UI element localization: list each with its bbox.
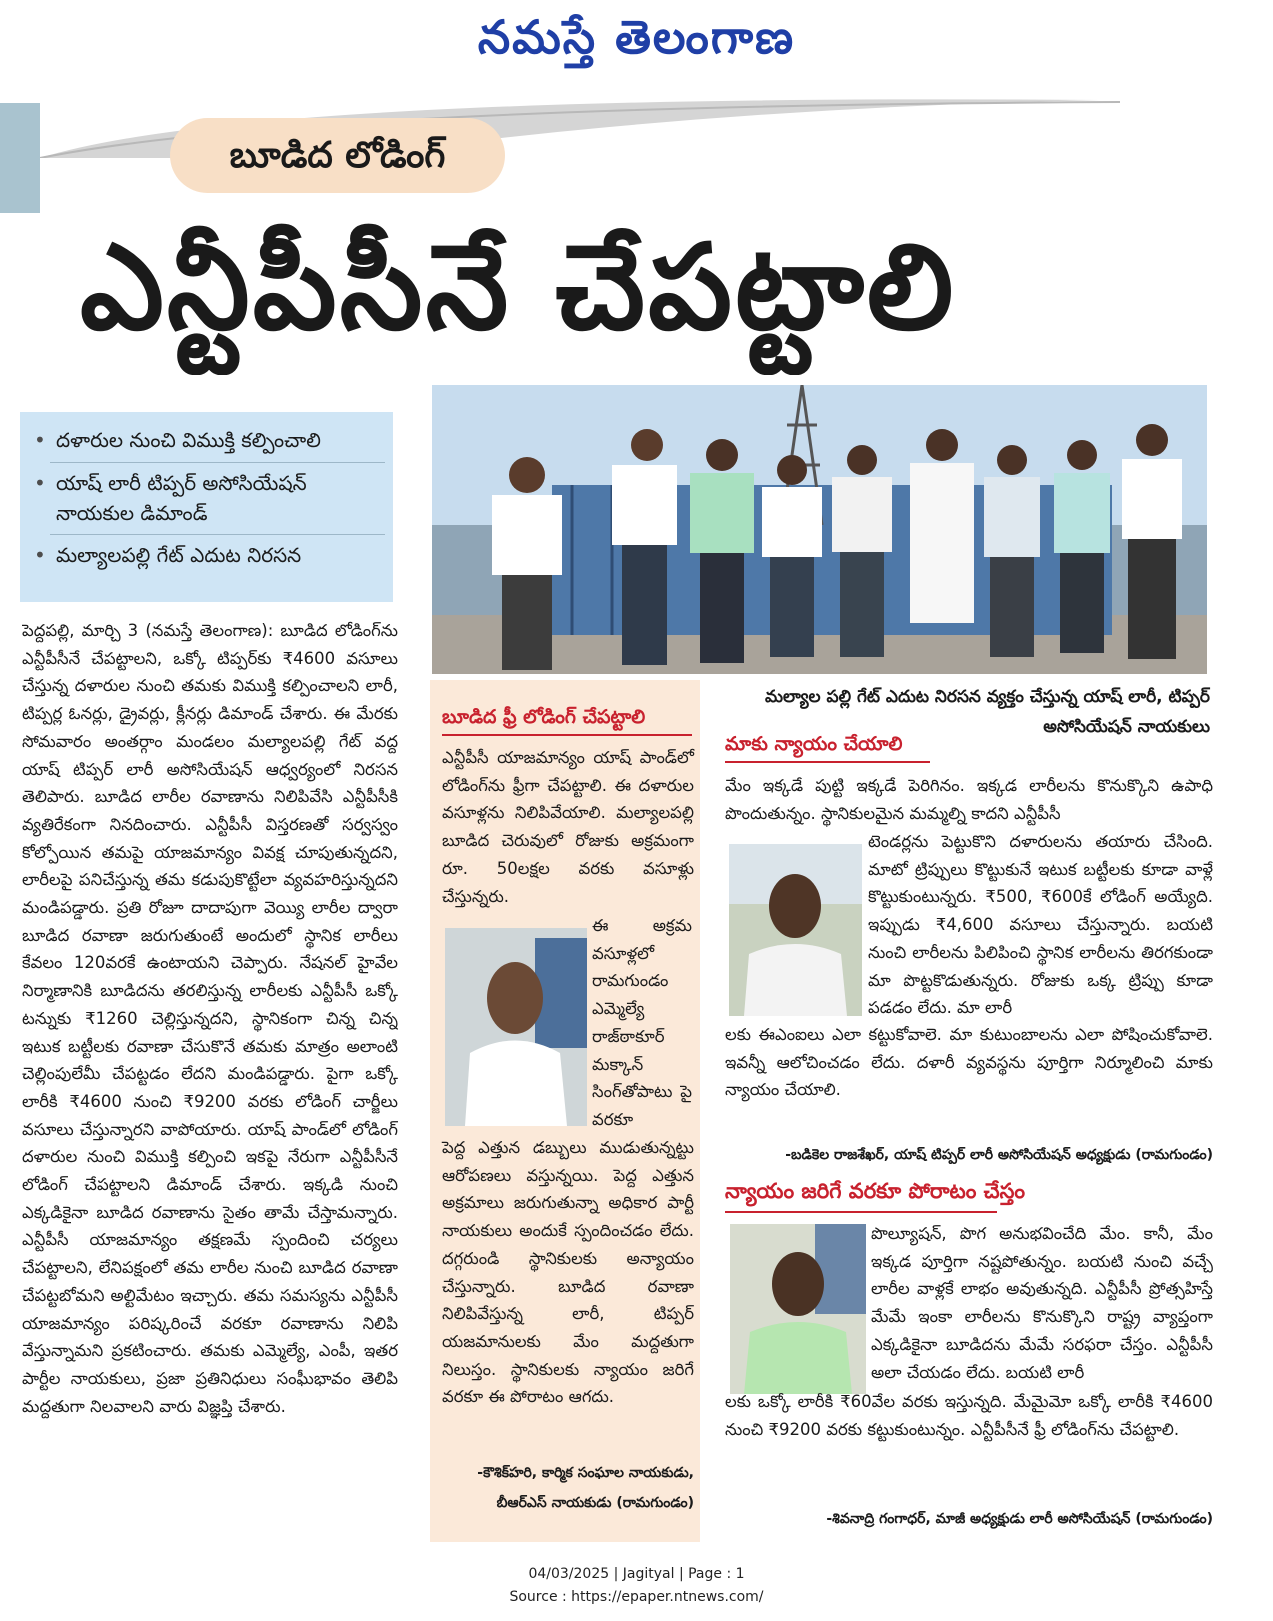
highlight-divider: [50, 534, 385, 535]
sidebar-title: బూడిద ఫ్రీ లోడింగ్ చేపట్టాలి: [442, 706, 646, 728]
photo-caption: మల్యాల పల్లి గేట్ ఎదుట నిరసన వ్యక్తం చేస్తున్న యాష్ లారీ, టిప్పర్ అసోసియేషన్ నాయకులు: [764, 687, 1210, 737]
right-story2-text-side: పొల్యూషన్, పొగ అనుభవించేది మేం. కానీ, మేం ఇక్కడ పూర్తిగా నష్టపోతున్నం. బయటి నుంచి వచ్చే లారీల వాళ్లకే లాభం అవుతున్నది. ఎన్టీపీసీ ప్రోత్సహిస్తే మేమే ఇంకా లారీలను కొనుక్కొని రాష్ట్ర వ్యాప్తంగా ఎక్కడికైనా బూడిదను మేమే సరఫరా చేస్తం. ఎన్టీపీసీ అలా చేయడం లేదు. బయటి లారీ: [871, 1224, 1213, 1382]
right-story2-quote: -శివనాద్రి గంగాధర్, మాజీ అధ్యక్షుడు లారీ అసోసియేషన్ (రామగుండం): [826, 1511, 1213, 1527]
portrait-illustration: [445, 928, 587, 1126]
right-story1-rule: [725, 761, 930, 763]
protest-photo-illustration: [432, 385, 1207, 674]
right-story1-text-side: టెండర్లను పెట్టుకొని దళారులను తయారు చేసింది. మాటో ట్రిప్పులు కొట్టుకునే ఇటుక బట్టీలకు కూడా వాళ్లే కొట్టుకుంటున్నరు. ₹500, ₹600కే లోడింగ్ అయ్యేది. ఇప్పుడు ₹4,600 వసూలు చేస్తున్నారు. బయటి నుంచి లారీలను పిలిపించి స్థానిక లారీలను తిరగకుండా మా పొట్టకొడుతున్నరు. రోజుకు ఒక్క ట్రిప్పు కూడా పడడం లేదు. మా లారీ: [868, 832, 1213, 1018]
sidebar-quote-line2: బీఆర్‌ఎస్ నాయకుడు (రామగుండం): [496, 1495, 694, 1511]
sidebar-text-top: ఎన్టీపీసీ యాజమాన్యం యాష్ పాండ్‌లో లోడింగ్‌ను ఫ్రీగా చేపట్టాలి. ఈ దళారుల వసూళ్లను నిలిపివేయాలి. మల్యాలపల్లి బూడిద చెరువులో రోజుకు అక్రమంగా రూ. 50లక్షల వరకు వసూళ్లు చేస్తున్నరు.: [442, 748, 694, 906]
headline: ఎన్టీపీసీనే చేపట్టాలి: [80, 218, 957, 356]
right-story2-text-bottom: లకు ఒక్కో లారీకి ₹60వేల వరకు ఇస్తున్నది. మేమైమో ఒక్కో లారీకి ₹4600 నుంచి ₹9200 వరకు కట్టుకుంటున్నం. ఎన్టీపీసీనే ఫ్రీ లోడింగ్‌ను చేపట్టాలి.: [725, 1392, 1213, 1439]
protest-photo: [432, 385, 1207, 674]
right-story1-title: మాకు న్యాయం చేయాలి: [725, 733, 903, 755]
right-story1-text-bottom: లకు ఈఎంఐలు ఎలా కట్టుకోవాలె. మా కుటుంబాలను ఎలా పోషించుకోవాలె. ఇవన్నీ ఆలోచించడం లేదు. దళారీ వ్యవస్థను పూర్తిగా నిర్మూలించి మాకు న్యాయం చేయాలి.: [725, 1025, 1213, 1100]
highlight-item: • యాష్ లారీ టిప్పర్ అసోసియేషన్ నాయకుల డిమాండ్: [34, 468, 384, 528]
right-story1-quote: -బడికెల రాజశేఖర్, యాష్ టిప్పర్ లారీ అసోసియేషన్ అధ్యక్షుడు (రామగుండం): [785, 1147, 1213, 1163]
sidebar-text-side: ఈ అక్రమ వసూళ్లలో రామగుండం ఎమ్మెల్యే రాజ్‌ఠాకూర్ మక్కాన్ సింగ్‌తోపాటు పై వరకూ: [592, 916, 692, 1129]
kicker-label: [170, 118, 505, 193]
portrait-illustration: [729, 844, 862, 1016]
main-story-text: పెద్దపల్లి, మార్చి 3 (నమస్తే తెలంగాణ): బూడిద లోడింగ్‌ను ఎన్టీపీసీనే చేపట్టాలని, ఒక్కో టిప్పర్‌కు ₹4600 వసూలు చేస్తున్న దళారుల నుంచి తమకు విముక్తి కల్పించాలని లారీ, టిప్పర్ల ఓనర్లు, డ్రైవర్లు, క్లీనర్లు డిమాండ్ చేశారు. ఈ మేరకు సోమవారం అంతర్గాం మండలం మల్యాలపల్లి గేట్ వద్ద యాష్ టిప్పర్ లారీ అసోసియేషన్ ఆధ్వర్యంలో నిరసన తెలిపారు. బూడిద లారీల రవాణాను నిలిపివేసి ఎన్టీపీసీకి వ్యతిరేకంగా నినదించారు. ఎన్టీపీసీ విస్తరణతో సర్వస్వం కోల్పోయిన తమపై యాజమాన్యం వివక్ష చూపుతున్నదని, లారీలపై పనిచేస్తున్న తమ కడుపుకొట్టేలా వ్యవహరిస్తున్నదని మండిపడ్డారు. ప్రతి రోజూ దాదాపుగా వెయ్యి లారీల ద్వారా బూడిద రవాణా జరుగుతుంటే అందులో స్థానిక లారీలు కేవలం 120వరకే ఉంటాయని చెప్పారు. నేషనల్ హైవేల నిర్మాణానికి బూడిదను తరలిస్తున్న లారీలకు ఎన్టీపీసీ ఒక్కో టన్నుకు ₹1260 చెల్లిస్తున్నదని, స్థానికంగా చిన్న చిన్న ఇటుక బట్టీలకు రవాణా చేసుకొనే తమకు మాత్రం అలాంటి చెల్లింపులేమీ చేపట్టడం లేదని మండిపడ్డారు. పైగా ఒక్కో లారీకి ₹4600 నుంచి ₹9200 వరకు లోడింగ్ చార్జీలు వసూలు చేస్తున్నారని వాపోయారు. యాష్ పాండ్‌లో లోడింగ్ దళారుల నుంచి విముక్తి కల్పించి ఇకపై నేరుగా ఎన్టీపీసీనే లోడింగ్ చేపట్టాలని డిమాండ్ చేశారు. ఇక్కడి నుంచి ఎక్కడికైనా బూడిద రవాణాను సైతం తామే చేస్తామన్నారు. ఎన్టీపీసీ యాజమాన్యం తక్షణమే స్పందించి చర్యలు చేపట్టాలని, లేనిపక్షంలో తమ లారీల నుంచి బూడిద రవాణా చేపట్టబోమని అల్టిమేటం ఇచ్చారు. తమ సమస్యను ఎన్టీపీసీ యాజమాన్యం పరిష్కరించే వరకూ రవాణాను నిలిపి వేస్తున్నామని ప్రకటించారు. తమకు ఎమ్మెల్యే, ఎంపీ, ఇతర పార్టీల నాయకులు, ప్రజా ప్రతినిధులు సంఘీభావం తెలిపి మద్దతుగా నిలవాలని వారు విజ్ఞప్తి చేశారు.: [22, 621, 398, 1416]
right-story2-title: న్యాయం జరిగే వరకూ పోరాటం చేస్తం: [725, 1179, 1026, 1203]
footer-source-link[interactable]: Source : https://epaper.ntnews.com/: [509, 1589, 764, 1605]
sidebar-quote-line1: -కౌశిక్‌హరి, కార్మిక సంఘాల నాయకుడు,: [477, 1465, 694, 1481]
rajashekar-photo: [729, 844, 862, 1016]
highlight-item: • మల్యాలపల్లి గేట్ ఎదుట నిరసన: [34, 540, 384, 570]
kicker-text: బూడిద లోడింగ్: [229, 135, 446, 176]
highlight-item: • దళారుల నుంచి విముక్తి కల్పించాలి: [34, 425, 384, 455]
corner-photo-strip: [0, 103, 40, 213]
highlights-box: [20, 412, 393, 602]
portrait-illustration: [730, 1224, 866, 1394]
right-story2-rule: [725, 1211, 997, 1213]
sidebar-title-rule: [442, 734, 692, 736]
sidebar-text-bottom: పెద్ద ఎత్తున డబ్బులు ముడుతున్నట్టు ఆరోపణలు వస్తున్నయి. పెద్ద ఎత్తున అక్రమాలు జరుగుతున్నా అధికార పార్టీ నాయకులు అందుకే స్పందించడం లేదు. దగ్గరుండి స్థానికులకు అన్యాయం చేస్తున్నారు. బూడిద రవాణా నిలిపివేస్తున్న లారీ, టిప్పర్ యజమానులకు మేం మద్దతుగా నిలుస్తం. స్థానికులకు న్యాయం జరిగే వరకూ ఈ పోరాటం ఆగదు.: [442, 1138, 694, 1407]
highlight-divider: [50, 462, 385, 463]
masthead: [0, 0, 1273, 95]
masthead-logo: నమస్తే తెలంగాణ: [477, 10, 796, 64]
kaushik-hari-photo: [445, 928, 587, 1126]
right-story1-text-top: మేం ఇక్కడే పుట్టి ఇక్కడే పెరిగినం. ఇక్కడ లారీలను కొనుక్కొని ఉపాధి పొందుతున్నం. స్థానికులమైన మమ్మల్ని కాదని ఎన్టీపీసీ: [725, 776, 1213, 823]
footer-date-edition: 04/03/2025 | Jagityal | Page : 1: [528, 1566, 745, 1582]
gangadhar-photo: [730, 1224, 866, 1394]
